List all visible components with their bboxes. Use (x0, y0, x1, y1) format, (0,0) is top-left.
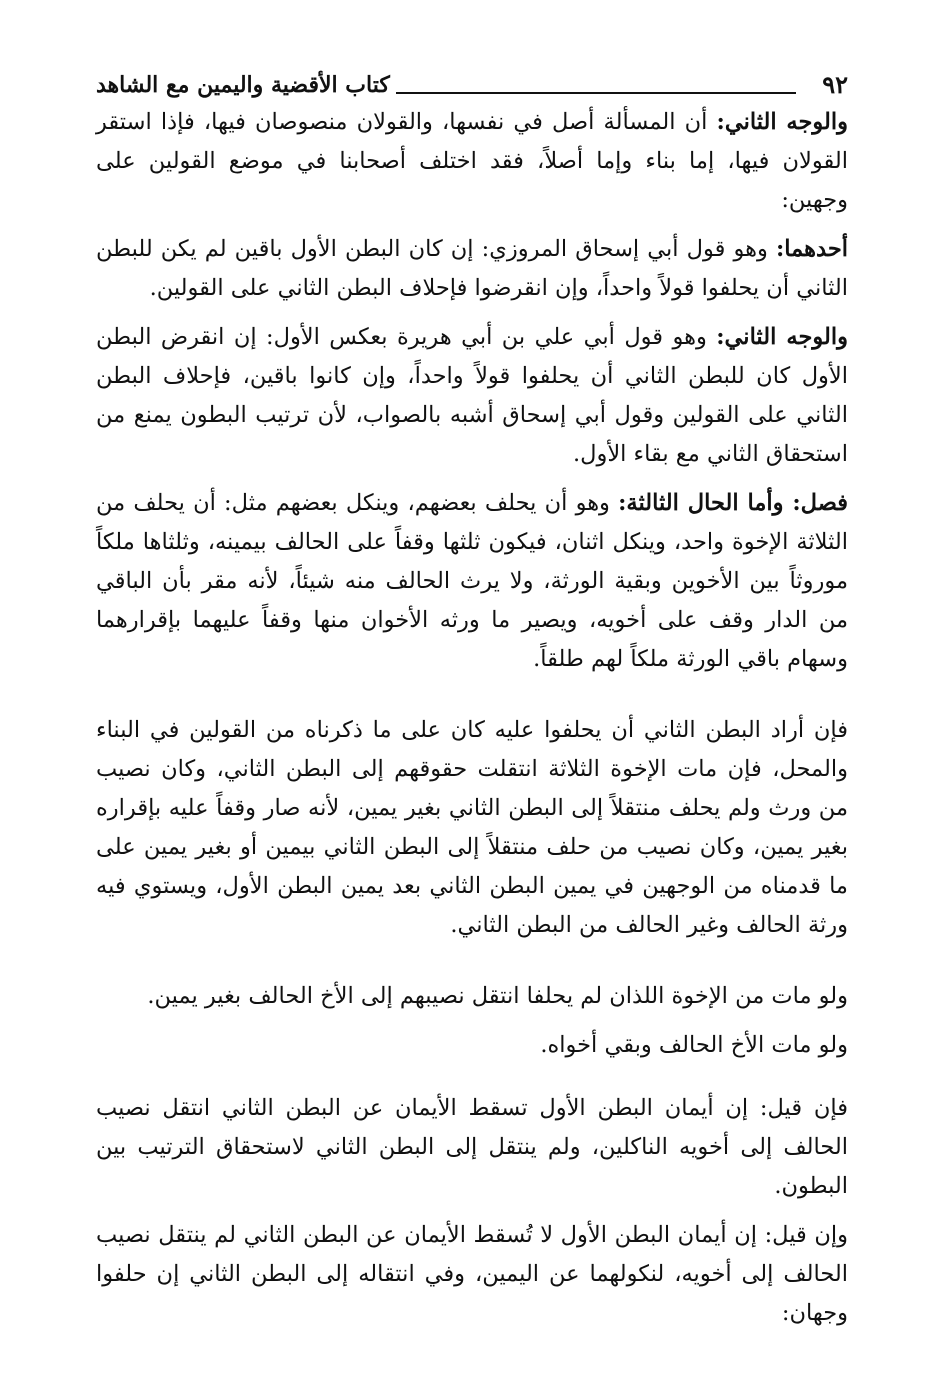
paragraph-text: فإن قيل: إن أيمان البطن الأول تسقط الأيمان عن البطن الثاني انتقل نصيب الحالف إلى أخويه الناكلين، ولم ينتقل إلى البطن الثاني لاستحقاق الترتيب بين البطون. (96, 1095, 848, 1199)
paragraph-lead: والوجه الثاني: (716, 109, 848, 135)
paragraph-lead: أحدهما: (775, 236, 848, 262)
paragraph (96, 1216, 848, 1333)
paragraph (96, 711, 848, 945)
paragraph (96, 977, 848, 1016)
paragraph-text: وهو قول أبي إسحاق المروزي: إن كان البطن الأول باقين لم يكن للبطن الثاني أن يحلفوا قولاً واحداً، وإن انقرضوا فإحلاف البطن الثاني على القولين. (96, 236, 848, 301)
paragraph (96, 1089, 848, 1206)
paragraph-text: وهو أن يحلف بعضهم، وينكل بعضهم مثل: أن يحلف من الثلاثة الإخوة واحد، وينكل اثنان، فيكون ثلثها وقفاً على الحالف بيمينه، وثلثاها ملكاً موروثاً بين الأخوين وبقية الورثة، ولا يرث الحالف منه شيئاً، لأنه مقر بأن الباقي من الدار وقف على أخويه، ويصير ما ورثه الأخوان منها وقفاً عليهما بإقرارهما وسهام باقي الورثة ملكاً لهم طلقاً. (96, 490, 848, 672)
paragraph (96, 484, 848, 679)
page-body (96, 103, 848, 1333)
paragraph-text: وهو قول أبي علي بن أبي هريرة بعكس الأول: إن انقرض البطن الأول كان للبطن الثاني أن يحلفوا قولاً واحداً، وإن كانوا باقين، فإحلاف البطن الثاني على القولين وقول أبي إسحاق أشبه بالصواب، لأن ترتيب البطون يمنع من استحقاق الثاني مع بقاء الأول. (96, 324, 848, 467)
paragraph-text: أن المسألة أصل في نفسها، والقولان منصوصان فيها، فإذا استقر القولان فيها، إما بناء وإما أصلاً، فقد اختلف أصحابنا في موضع القولين على وجهين: (96, 109, 848, 213)
header-rule (396, 92, 796, 94)
paragraph-text: وإن قيل: إن أيمان البطن الأول لا تُسقط الأيمان عن البطن الثاني لم ينتقل نصيب الحالف إلى أخويه، لنكولهما عن اليمين، وفي انتقاله إلى البطن الثاني إن حلفوا وجهان: (96, 1222, 848, 1326)
paragraph (96, 1026, 848, 1065)
page-number: ٩٢ (822, 70, 848, 99)
paragraph-text: ولو مات من الإخوة اللذان لم يحلفا انتقل نصيبهم إلى الأخ الحالف بغير يمين. (147, 983, 848, 1009)
running-title: كتاب الأقضية واليمين مع الشاهد (96, 72, 390, 98)
paragraph-lead: فصل: وأما الحال الثالثة: (618, 490, 848, 516)
paragraph-text: فإن أراد البطن الثاني أن يحلفوا عليه كان على ما ذكرناه من القولين في البناء والمحل، فإن مات الإخوة الثلاثة انتقلت حقوقهم إلى البطن الثاني، وكان نصيب من ورث ولم يحلف منتقلاً إلى البطن الثاني بغير يمين، لأنه صار وقفاً عليه بإقراره بغير يمين، وكان نصيب من حلف منتقلاً إلى البطن الثاني بيمين أو بغير يمين على ما قدمناه من الوجهين في يمين البطن الثاني بعد يمين البطن الأول، ويستوي فيه ورثة الحالف وغير الحالف من البطن الثاني. (96, 717, 848, 938)
paragraph-text: ولو مات الأخ الحالف وبقي أخواه. (540, 1032, 848, 1058)
paragraph (96, 230, 848, 308)
paragraph-lead: والوجه الثاني: (716, 324, 848, 350)
paragraph (96, 103, 848, 220)
page-header (96, 62, 848, 102)
paragraph (96, 318, 848, 474)
